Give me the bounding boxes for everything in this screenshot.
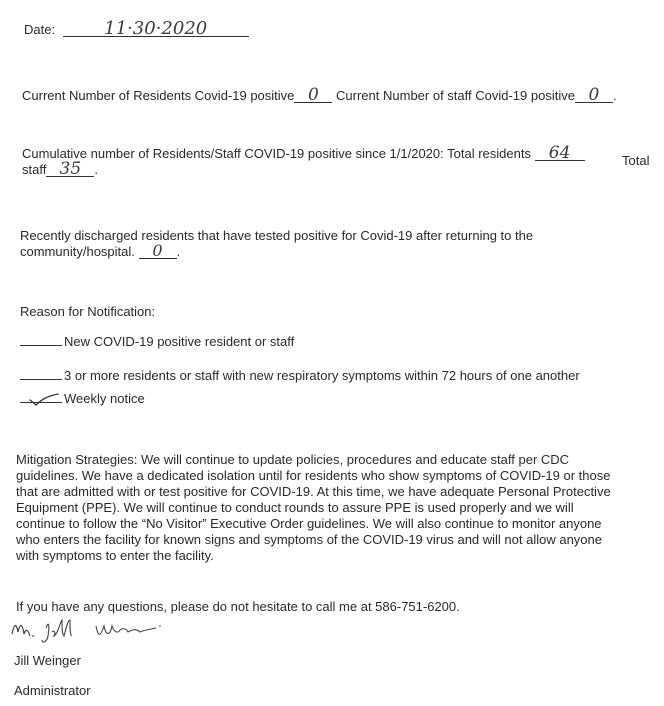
cumulative-total-label: Total (622, 153, 650, 168)
discharged-period: . (176, 244, 181, 259)
reason-item-weekly (20, 391, 145, 406)
cumulative-line-1 (22, 143, 585, 163)
reason-item-label: New COVID-19 positive resident or staff (64, 334, 295, 349)
reason-item-respiratory (20, 368, 580, 383)
mitigation-line: that are admitted with or test positive for COVID-19. At this time, we have adequate Personal Protective (16, 484, 611, 499)
cumulative-line-2 (22, 159, 98, 179)
reason-item-label: Weekly notice (64, 391, 145, 406)
cumulative-staff-label: staff (22, 162, 47, 177)
reason-item-label: 3 or more residents or staff with new respiratory symptoms within 72 hours of one another (64, 368, 580, 383)
reason-checkbox-blank (20, 379, 62, 380)
discharged-line-2 (20, 241, 181, 260)
staff-positive-value: 0 (575, 88, 613, 103)
residents-positive-value: 0 (294, 88, 332, 103)
discharged-line-1: Recently discharged residents that have tested positive for Covid-19 after returning to the (20, 228, 534, 243)
current-counts-line (22, 85, 617, 105)
staff-positive-label: Current Number of staff Covid-19 positive (336, 88, 575, 103)
checkmark-icon (28, 393, 60, 407)
staff-positive-period: . (612, 88, 617, 103)
mitigation-line: Equipment (PPE). We will continue to conduct rounds to assure PPE is used properly and we will (16, 500, 574, 515)
discharged-label: community/hospital. (20, 244, 135, 259)
mitigation-line: guidelines. We have a dedicated isolation until for residents who show symptoms of COVID-19 or those (16, 468, 611, 483)
date-line (24, 18, 249, 39)
signer-name: Jill Weinger (14, 653, 81, 668)
mitigation-line: Mitigation Strategies: We will continue to update policies, procedures and educate staff per CDC (16, 452, 570, 467)
reason-checkbox-checked (20, 402, 62, 403)
mitigation-line: continue to follow the “No Visitor” Executive Order guidelines. We will also continue to monitor anyone (16, 516, 602, 531)
cumulative-residents-value: 64 (535, 146, 585, 161)
mitigation-paragraph (16, 452, 656, 564)
discharged-value: 0 (139, 244, 177, 259)
mitigation-line: who enters the facility for known signs and symptoms of the COVID-19 virus and will not allow anyone (16, 532, 602, 547)
cumulative-text: Cumulative number of Residents/Staff COVID-19 positive since 1/1/2020: Total residents (22, 146, 531, 161)
date-label: Date: (24, 22, 56, 37)
handwritten-signature (8, 614, 168, 648)
mitigation-line: with symptoms to enter the facility. (16, 548, 214, 563)
reason-heading: Reason for Notification: (20, 304, 156, 319)
reason-item-new-positive (20, 334, 294, 349)
reason-checkbox-blank (20, 345, 62, 346)
signer-title: Administrator (14, 683, 91, 698)
contact-line: If you have any questions, please do not hesitate to call me at 586-751-6200. (16, 599, 460, 614)
cumulative-period: . (94, 162, 98, 177)
cumulative-staff-value: 35 (46, 162, 94, 177)
residents-positive-label: Current Number of Residents Covid-19 positive (22, 88, 295, 103)
date-value: 11·30·2020 (63, 22, 249, 37)
